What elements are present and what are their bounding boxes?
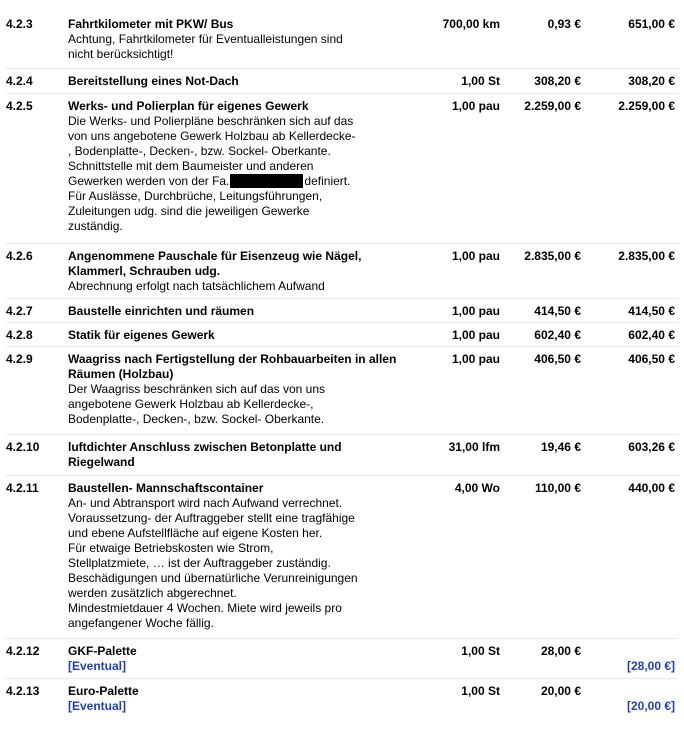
total-price: 2.259,00 € <box>618 99 675 113</box>
unit-price: 308,20 € <box>534 74 581 88</box>
position-text <box>68 74 403 89</box>
position-number: 4.2.5 <box>6 99 33 113</box>
position-title: Waagriss nach Fertigstellung der Rohbauarbeiten in allen Räumen (Holzbau) <box>68 352 397 381</box>
unit-price: 20,00 € <box>540 684 581 698</box>
position-number: 4.2.10 <box>6 440 40 454</box>
unit-price: 602,40 € <box>534 328 581 342</box>
total-price: [20,00 €] <box>626 699 675 713</box>
position-number: 4.2.6 <box>6 249 33 263</box>
quantity: 1,00 St <box>461 684 500 698</box>
position-number: 4.2.11 <box>6 481 39 495</box>
position-number: 4.2.9 <box>6 352 33 366</box>
position-number: 4.2.7 <box>6 304 33 318</box>
position-description: Der Waagriss beschränken sich auf das von uns angebotene Gewerk Holzbau ab Kellerdecke-, Bodenplatte-, Decken-, bzw. Sockel- Oberkante. <box>68 382 326 426</box>
quantity: 1,00 pau <box>451 328 500 342</box>
position-text <box>68 328 403 343</box>
total-price: 602,40 € <box>628 328 675 342</box>
total-price: [28,00 €] <box>626 659 675 673</box>
description-text: Die Werks- und Polierpläne beschränken sich auf das von uns angebotene Gewerk Holzbau ab Kellerdecke- , Bodenplatte-, Decken-, bzw. Sockel- Oberkante. Schnittstelle mit dem Baumeister und anderen Gewerken werden von der Fa. <box>68 114 356 188</box>
quantity: 700,00 km <box>442 17 500 31</box>
total-price: 414,50 € <box>628 304 675 318</box>
unit-price: 28,00 € <box>540 644 581 658</box>
quantity: 1,00 pau <box>451 99 500 113</box>
quantity: 1,00 pau <box>451 352 500 366</box>
position-text <box>68 304 403 319</box>
quantity: 31,00 lfm <box>448 440 500 454</box>
position-number: 4.2.3 <box>6 17 33 31</box>
position-description: An- und Abtransport wird nach Aufwand verrechnet. Voraussetzung- der Auftraggeber stellt eine tragfähige und ebene Aufstellfläche auf eigene Kosten her. Für etwaige Betriebskosten wie Strom, Stellplatzmiete, … ist der Auftraggeber zuständig. Beschädigungen und übernatürliche Verunreinigungen werden zusätzlich abgerechnet. Mindestmietdauer 4 Wochen. Miete wird jeweils pro angefangener Woche fällig. <box>68 496 358 630</box>
unit-price: 2.259,00 € <box>524 99 581 113</box>
position-text <box>68 17 403 62</box>
position-number: 4.2.4 <box>6 74 33 88</box>
position-number: 4.2.12 <box>6 644 40 658</box>
quantity: 1,00 St <box>461 74 500 88</box>
position-title: Angenommene Pauschale für Eisenzeug wie Nägel, Klammerl, Schrauben udg. <box>68 249 362 278</box>
position-title: Statik für eigenes Gewerk <box>68 328 215 342</box>
position-description: Achtung, Fahrtkilometer für Eventualleistungen sind nicht berücksichtigt! <box>68 32 343 61</box>
total-price: 651,00 € <box>628 17 675 31</box>
total-price: 603,26 € <box>628 440 675 454</box>
position-title: luftdichter Anschluss zwischen Betonplatte und Riegelwand <box>68 440 342 469</box>
position-title: GKF-Palette <box>68 644 137 658</box>
unit-price: 406,50 € <box>534 352 581 366</box>
position-title: Fahrtkilometer mit PKW/ Bus <box>68 17 234 31</box>
position-title: Baustellen- Mannschaftscontainer <box>68 481 264 495</box>
total-price: 406,50 € <box>628 352 675 366</box>
position-description <box>68 114 403 234</box>
quantity: 1,00 pau <box>451 249 500 263</box>
eventual-tag: [Eventual] <box>68 659 127 673</box>
unit-price: 19,46 € <box>540 440 581 454</box>
quantity: 4,00 Wo <box>454 481 500 495</box>
position-text <box>68 99 403 234</box>
position-title: Baustelle einrichten und räumen <box>68 304 255 318</box>
unit-price: 414,50 € <box>534 304 581 318</box>
position-text <box>68 352 403 427</box>
position-title: Werks- und Polierplan für eigenes Gewerk <box>68 99 309 113</box>
position-text <box>68 481 403 631</box>
eventual-tag: [Eventual] <box>68 699 127 713</box>
position-number: 4.2.8 <box>6 328 33 342</box>
position-title: Euro-Palette <box>68 684 139 698</box>
position-description: Abrechnung erfolgt nach tatsächlichem Aufwand <box>68 279 325 293</box>
total-price: 2.835,00 € <box>618 249 675 263</box>
total-price: 308,20 € <box>628 74 675 88</box>
redaction-bar <box>230 174 303 188</box>
position-text <box>68 644 403 674</box>
position-text <box>68 440 403 470</box>
unit-price: 110,00 € <box>534 481 581 495</box>
unit-price: 2.835,00 € <box>524 249 581 263</box>
total-price: 440,00 € <box>628 481 675 495</box>
position-text <box>68 249 403 294</box>
description-text: Für Auslässe, Durchbrüche, Leitungsführungen, Zuleitungen udg. sind die jeweiligen Gewerke zuständig. <box>68 189 323 233</box>
quantity: 1,00 St <box>461 644 500 658</box>
position-text <box>68 684 403 714</box>
unit-price: 0,93 € <box>547 17 581 31</box>
description-text: definiert. <box>304 174 351 188</box>
quantity: 1,00 pau <box>451 304 500 318</box>
position-number: 4.2.13 <box>6 684 40 698</box>
position-title: Bereitstellung eines Not-Dach <box>68 74 239 88</box>
